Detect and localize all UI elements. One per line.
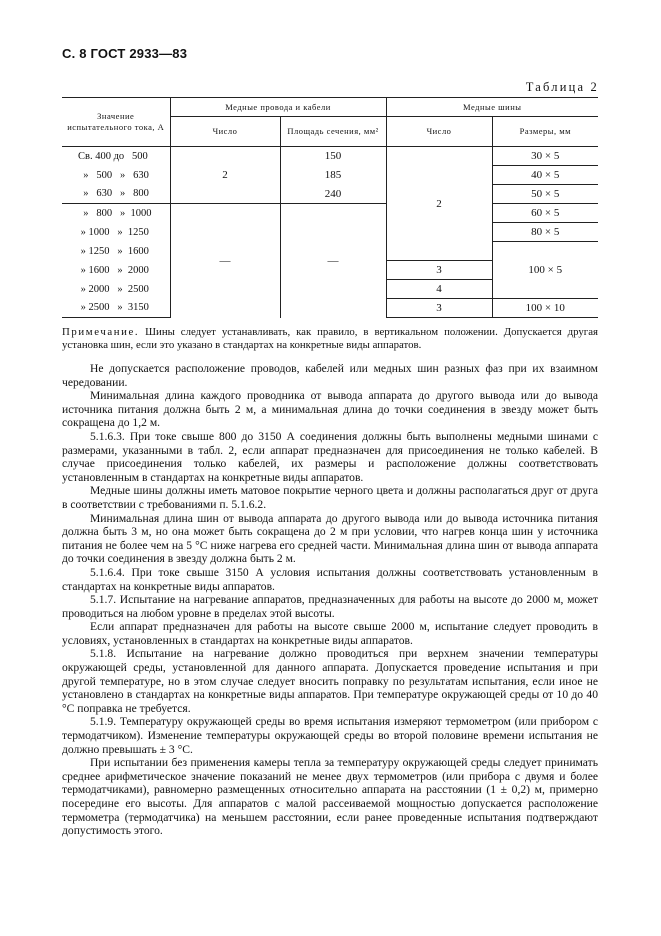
bar-size-cell: 60 × 5 [492, 204, 598, 223]
table-2 [62, 97, 598, 318]
group-header-wires: Медные провода и кабели [170, 98, 386, 117]
paragraph: Медные шины должны иметь матовое покрытие черного цвета и должны располагаться друг от друга в соответствии с требованиями п. 5.1.6.2. [62, 484, 598, 511]
bar-size-cell: 100 × 5 [492, 242, 598, 299]
col-header-wire-count: Число [170, 117, 280, 147]
paragraph: 5.1.9. Температуру окружающей среды во время испытания измеряют термометром (или прибором с термодатчиком). Изменение температуры окружающей среды во второй половине времени испытания не должно превышать ± 3 °С. [62, 715, 598, 756]
bar-count-cell: 2 [386, 147, 492, 261]
wire-area-cell: 150 [280, 147, 386, 166]
col-header-wire-area: Площадь сечения, мм² [280, 117, 386, 147]
note-text: Шины следует устанавливать, как правило, в вертикальном положении. Допускается другая установка шин, если это указано в стандартах на конкретные виды аппаратов. [62, 326, 598, 351]
row-current: » 1250 » 1600 [78, 245, 149, 257]
wire-area-cell: 185 [280, 166, 386, 185]
col-header-current: Значение испытательного тока, А [62, 98, 170, 147]
row-current: » 2500 » 3150 [62, 299, 170, 318]
bar-size-cell: 30 × 5 [492, 147, 598, 166]
wire-area-cell: 240 [280, 185, 386, 204]
paragraph: 5.1.8. Испытание на нагревание должно проводиться при верхнем значении температуры окружающей среды, установленной для данного аппарата. Допускается проведение испытания и при другой температуре, но в этом случае следует вносить поправку по результатам испытания, если иное не установлено в стандартах на конкретные виды аппаратов. При температуре окружающей среды от 10 до 40 °С поправка не требуется. [62, 647, 598, 715]
col-header-bar-size: Размеры, мм [492, 117, 598, 147]
paragraph: 5.1.7. Испытание на нагревание аппаратов, предназначенных для работы на высоте до 2000 м, может проводиться на любом уровне в пределах этой высоты. [62, 593, 598, 620]
table-note [62, 326, 598, 352]
bar-size-cell: 80 × 5 [492, 223, 598, 242]
row-current: » 630 » 800 [78, 188, 149, 200]
paragraph: Не допускается расположение проводов, кабелей или медных шин разных фаз при их взаимном чередовании. [62, 362, 598, 389]
paragraph: 5.1.6.4. При токе свыше 3150 А условия испытания должны соответствовать установленным в стандартах на конкретные виды аппаратов. [62, 565, 598, 593]
row-current: Св. 400 до 500 [78, 150, 148, 162]
row-current: » 1000 » 1250 [78, 226, 149, 238]
wire-count-cell: — [170, 204, 280, 318]
row-current: » 2000 » 2500 [78, 283, 149, 295]
wire-area-cell: — [280, 204, 386, 318]
wire-count-cell: 2 [170, 147, 280, 204]
paragraph: Если аппарат предназначен для работы на высоте свыше 2000 м, испытание следует проводить в условиях, установленных в стандартах на конкретные виды аппаратов. [62, 620, 598, 647]
col-header-bar-count: Число [386, 117, 492, 147]
row-current: » 800 » 1000 [62, 204, 170, 223]
bar-count-cell: 3 [386, 299, 492, 318]
table-caption: Таблица 2 [525, 80, 599, 94]
bar-size-cell: 100 × 10 [492, 299, 598, 318]
paragraph: 5.1.6.3. При токе свыше 800 до 3150 А соединения должны быть выполнены медными шинами с размерами, указанными в табл. 2, если аппарат предназначен для присоединения не только кабелей. В случае присоединения только кабелей, их размеры и расположение должны соответствовать установленным в стандартах на конкретные виды аппаратов. [62, 429, 598, 484]
page-header: С. 8 ГОСТ 2933—83 [62, 46, 188, 61]
body-text [62, 362, 598, 838]
bar-count-cell: 3 [386, 261, 492, 280]
bar-count-cell: 4 [386, 280, 492, 299]
paragraph: Минимальная длина каждого проводника от вывода аппарата до другого вывода или до вывода источника питания должна быть 2 м, а минимальная длина до точки соединения в звезду может быть сокращена до 1,2 м. [62, 389, 598, 430]
note-label: Примечание. [62, 326, 140, 338]
bar-size-cell: 40 × 5 [492, 166, 598, 185]
bar-size-cell: 50 × 5 [492, 185, 598, 204]
paragraph: При испытании без применения камеры тепла за температуру окружающей среды следует принимать среднее арифметическое значение показаний не менее двух термометров (или прибора с двумя и более термодатчиками), равномерно размещенных относительно аппарата на расстоянии (1 ± 0,2) м, примерно посередине его высоты. Для аппаратов с малой рассеиваемой мощностью допускается расположение термометра (термодатчика) на меньшем расстоянии, если ранее проведенные испытания подтверждают допустимость этого. [62, 756, 598, 838]
row-current: » 1600 » 2000 [78, 264, 149, 276]
paragraph: Минимальная длина шин от вывода аппарата до другого вывода или до вывода источника питания должна быть 3 м, но она может быть сокращена до 2 м при условии, что нагрев конца шин у источника питания не более чем на 5 °С ниже нагрева его средней части. Минимальная длина шин от вывода аппарата до точки соединения в звезду должна быть 2 м. [62, 511, 598, 566]
row-current: » 500 » 630 [78, 169, 149, 181]
group-header-bars: Медные шины [386, 98, 598, 117]
